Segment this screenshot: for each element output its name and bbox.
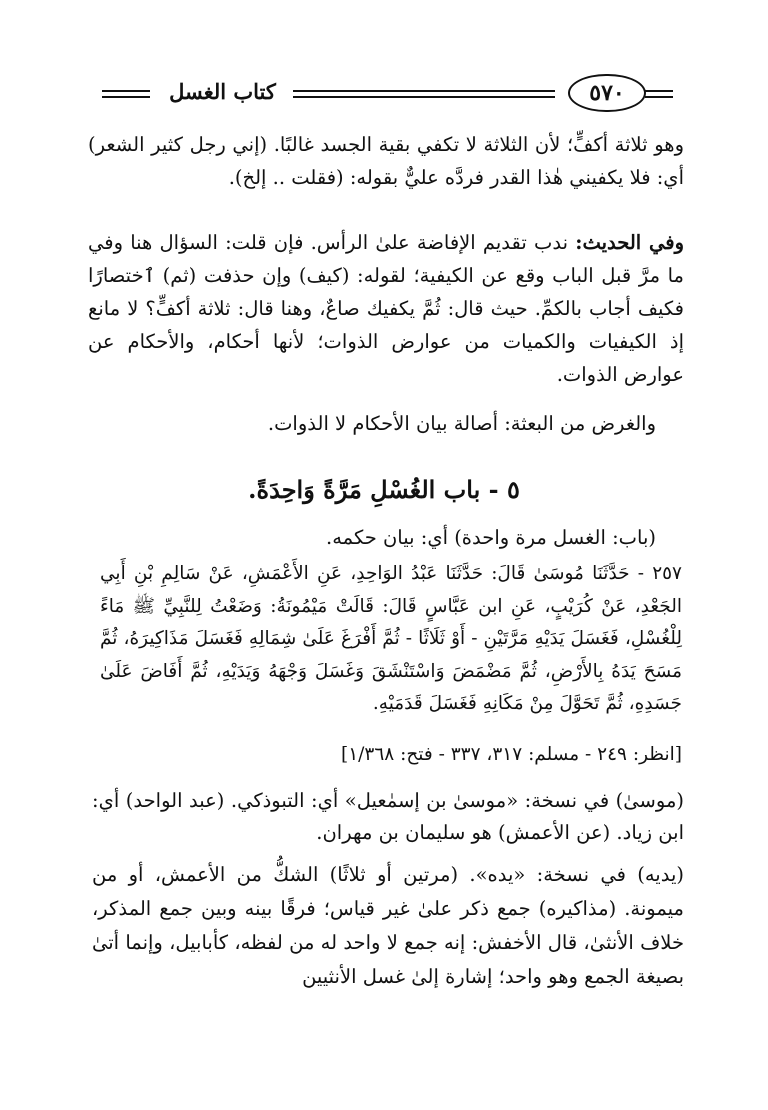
running-chapter-title: كتاب الغسل	[169, 79, 276, 104]
hadith-reference: [انظر: ٢٤٩ - مسلم: ٣١٧، ٣٣٧ - فتح: ١/٣٦٨]	[341, 744, 682, 765]
page-number: ٥٧٠	[568, 74, 646, 112]
chapter-heading: ٥ - باب الغُسْلِ مَرَّةً وَاحِدَةً.	[248, 475, 520, 504]
commentary-paragraph: (يديه) في نسخة: «يده». (مرتين أو ثلاثًا) الشكُّ من الأعمش، أو من ميمونة. (مذاكيره) جمع ذكر علىٰ غير قياس؛ فرقًا بينه وبين جمع المذكر، خلاف الأنثىٰ، قال الأخفش: إنه جمع لا واحد له من لفظه، كأبابيل، وإنما أتىٰ بصيغة الجمع وهو واحد؛ إشارة إلىٰ غسل الأنثيين	[92, 863, 684, 988]
commentary-paragraph: (موسىٰ) في نسخة: «موسىٰ بن إسمٰعيل» أي: التبوذكي. (عبد الواحد) أي: ابن زياد. (عن الأعمش) هو سليمان بن مهران.	[92, 789, 684, 844]
paragraph-body: ندب تقديم الإفاضة علىٰ الرأس. فإن قلت: السؤال هنا وفي ما مرَّ قبل الباب وقع عن الكيفية؛ لقوله: (كيف) وإن حذفت (ثم) ٱختصارًا فكيف أجاب بالكمِّ. حيث قال: ثُمَّ يكفيك صاعٌ، وهنا قال: ثلاثة أكفٍّ؟ لا مانع إذ الكيفيات والكميات من عوارض الذوات؛ لأنها أحكام، والأحكام عن عوارض الذوات.	[88, 231, 684, 386]
header-rule-left	[102, 90, 150, 98]
header-rule-middle	[293, 90, 555, 98]
header-rule-right	[645, 90, 673, 98]
page-header	[90, 76, 670, 116]
commentary-paragraph-hadith-benefit	[88, 226, 684, 391]
paragraph-lead-term: وفي الحديث:	[575, 231, 684, 254]
heading-explanation: (باب: الغسل مرة واحدة) أي: بيان حكمه.	[326, 526, 656, 549]
hadith-text: ٢٥٧ - حَدَّثَنَا مُوسَىٰ قَالَ: حَدَّثَنَا عَبْدُ الوَاحِدِ، عَنِ الأَعْمَشِ، عَنْ سَالِمِ بْنِ أَبِي الجَعْدِ، عَنْ كُرَيْبٍ، عَنِ ابن عَبَّاسٍ قَالَ: قَالَتْ مَيْمُونَةُ: وَضَعْتُ لِلنَّبِيِّ ﷺ مَاءً لِلْغُسْلِ، فَغَسَلَ يَدَيْهِ مَرَّتَيْنِ - أَوْ ثَلَاثًا - ثُمَّ أَفْرَغَ عَلَىٰ شِمَالِهِ فَغَسَلَ مَذَاكِيرَهُ، ثُمَّ مَسَحَ يَدَهُ بِالأَرْضِ، ثُمَّ مَضْمَضَ وَاسْتَنْشَقَ وَغَسَلَ وَجْهَهُ وَيَدَيْهِ، ثُمَّ أَفَاضَ عَلَىٰ جَسَدِهِ، ثُمَّ تَحَوَّلَ مِنْ مَكَانِهِ فَغَسَلَ قَدَمَيْهِ.	[100, 563, 682, 714]
commentary-paragraph: والغرض من البعثة: أصالة بيان الأحكام لا الذوات.	[267, 412, 656, 435]
commentary-paragraph: وهو ثلاثة أكفٍّ؛ لأن الثلاثة لا تكفي بقية الجسد غالبًا. (إني رجل كثير الشعر) أي: فلا يكفيني هٰذا القدر فردَّه عليٌّ بقوله: (فقلت .. إلخ).	[88, 133, 684, 189]
